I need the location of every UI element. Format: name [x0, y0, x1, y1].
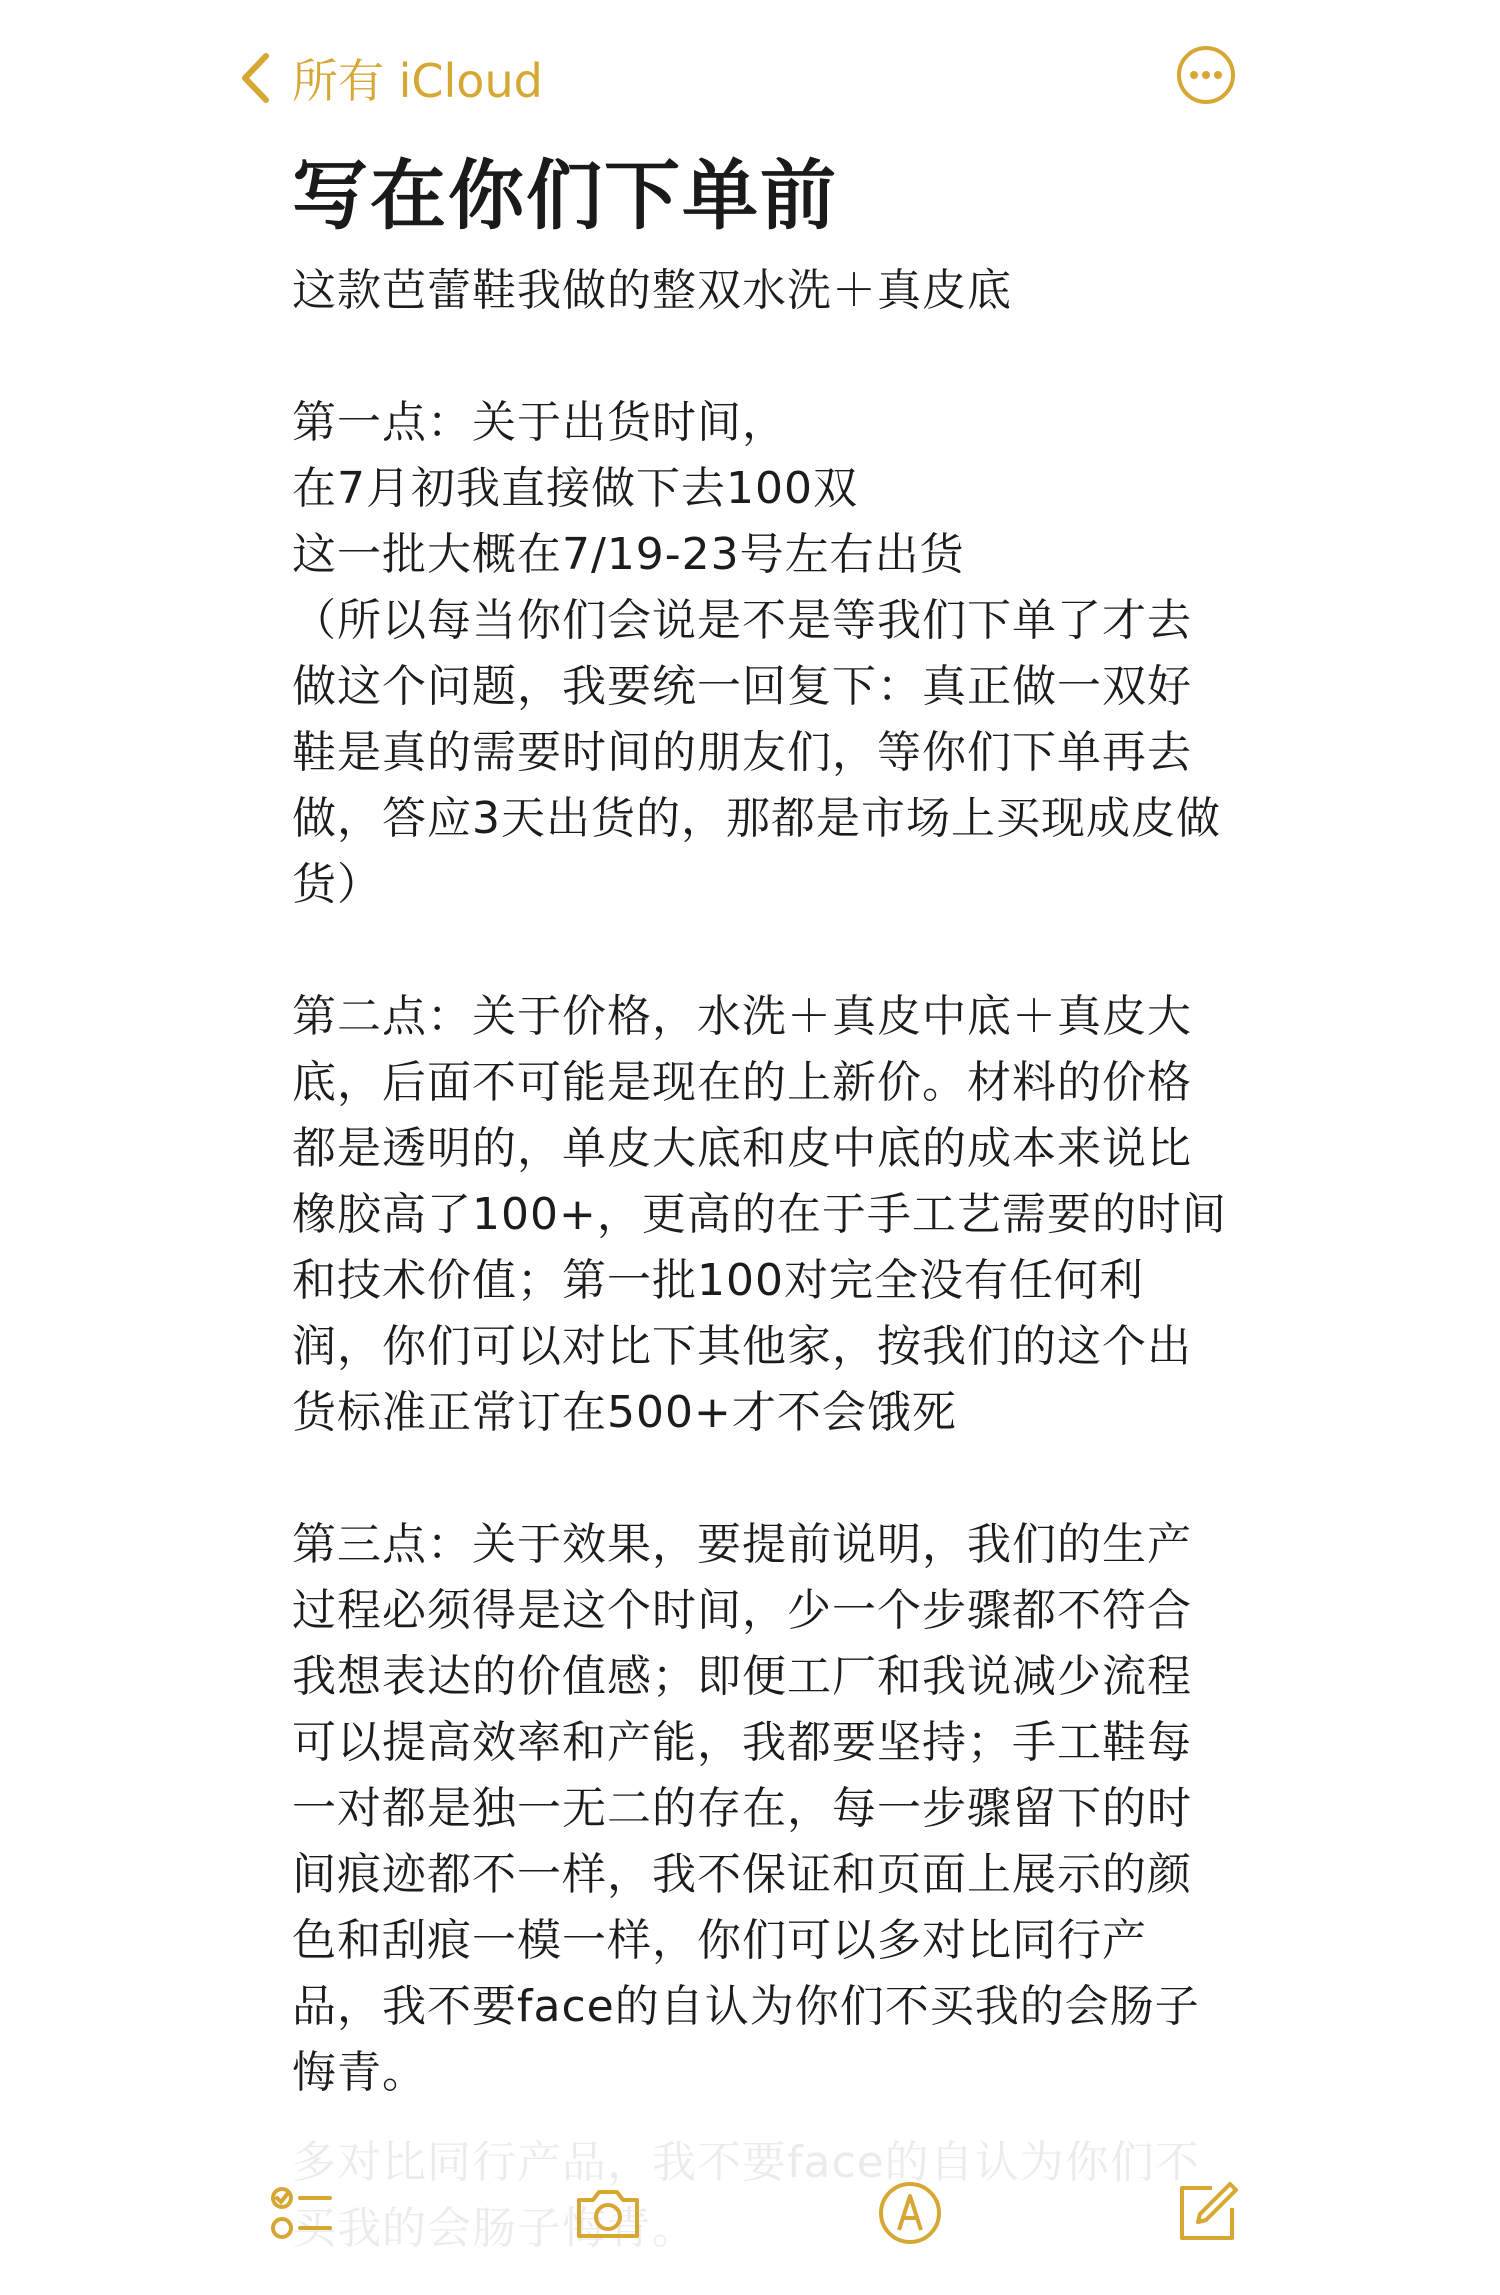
more-options-icon[interactable] [1175, 44, 1237, 106]
scrolled-faded-text: 多对比同行产品，我不要face的自认为你们不买我的会肠子悔青。 [292, 2137, 1200, 2254]
note-intro: 这款芭蕾鞋我做的整双水洗＋真皮底 [292, 265, 1012, 316]
back-label[interactable]: 所有 iCloud [292, 54, 543, 108]
note-point-2: 第二点：关于价格，水洗＋真皮中底＋真皮大底，后面不可能是现在的上新价。材料的价格都是透明的，单皮大底和皮中底的成本来说比橡胶高了100+，更高的在于手工艺需要的时间和技术价值；第一批100对完全没有任何利润，你们可以对比下其他家，按我们的这个出货标准正常订在500+才不会饿死 [292, 991, 1227, 1438]
note-point-3: 第三点：关于效果，要提前说明，我们的生产过程必须得是这个时间，少一个步骤都不符合我想表达的价值感；即便工厂和我说减少流程可以提高效率和产能，我都要坚持；手工鞋每一对都是独一无二的存在，每一步骤留下的时间痕迹都不一样，我不保证和页面上展示的颜色和刮痕一模一样，你们可以多对比同行产品，我不要face的自认为你们不买我的会肠子悔青。 [292, 1519, 1200, 2098]
navigation-bar [0, 0, 1500, 140]
camera-icon[interactable] [573, 2178, 643, 2248]
back-button[interactable] [240, 38, 543, 118]
note-body[interactable] [292, 140, 1232, 2106]
markup-icon[interactable] [875, 2178, 945, 2248]
note-title: 写在你们下单前 [292, 151, 838, 240]
bottom-toolbar [0, 2160, 1500, 2270]
compose-icon[interactable] [1172, 2178, 1242, 2248]
note-point-1: 第一点：关于出货时间， 在7月初我直接做下去100双 这一批大概在7/19-23号左右出货 （所以每当你们会说是不是等我们下单了才去做这个问题，我要统一回复下：真正做一双好鞋是真的需要时间的朋友们，等你们下单再去做，答应3天出货的，那都是市场上买现成皮做货） [292, 397, 1221, 910]
chevron-left-icon [240, 52, 270, 104]
checklist-icon[interactable] [268, 2178, 338, 2248]
